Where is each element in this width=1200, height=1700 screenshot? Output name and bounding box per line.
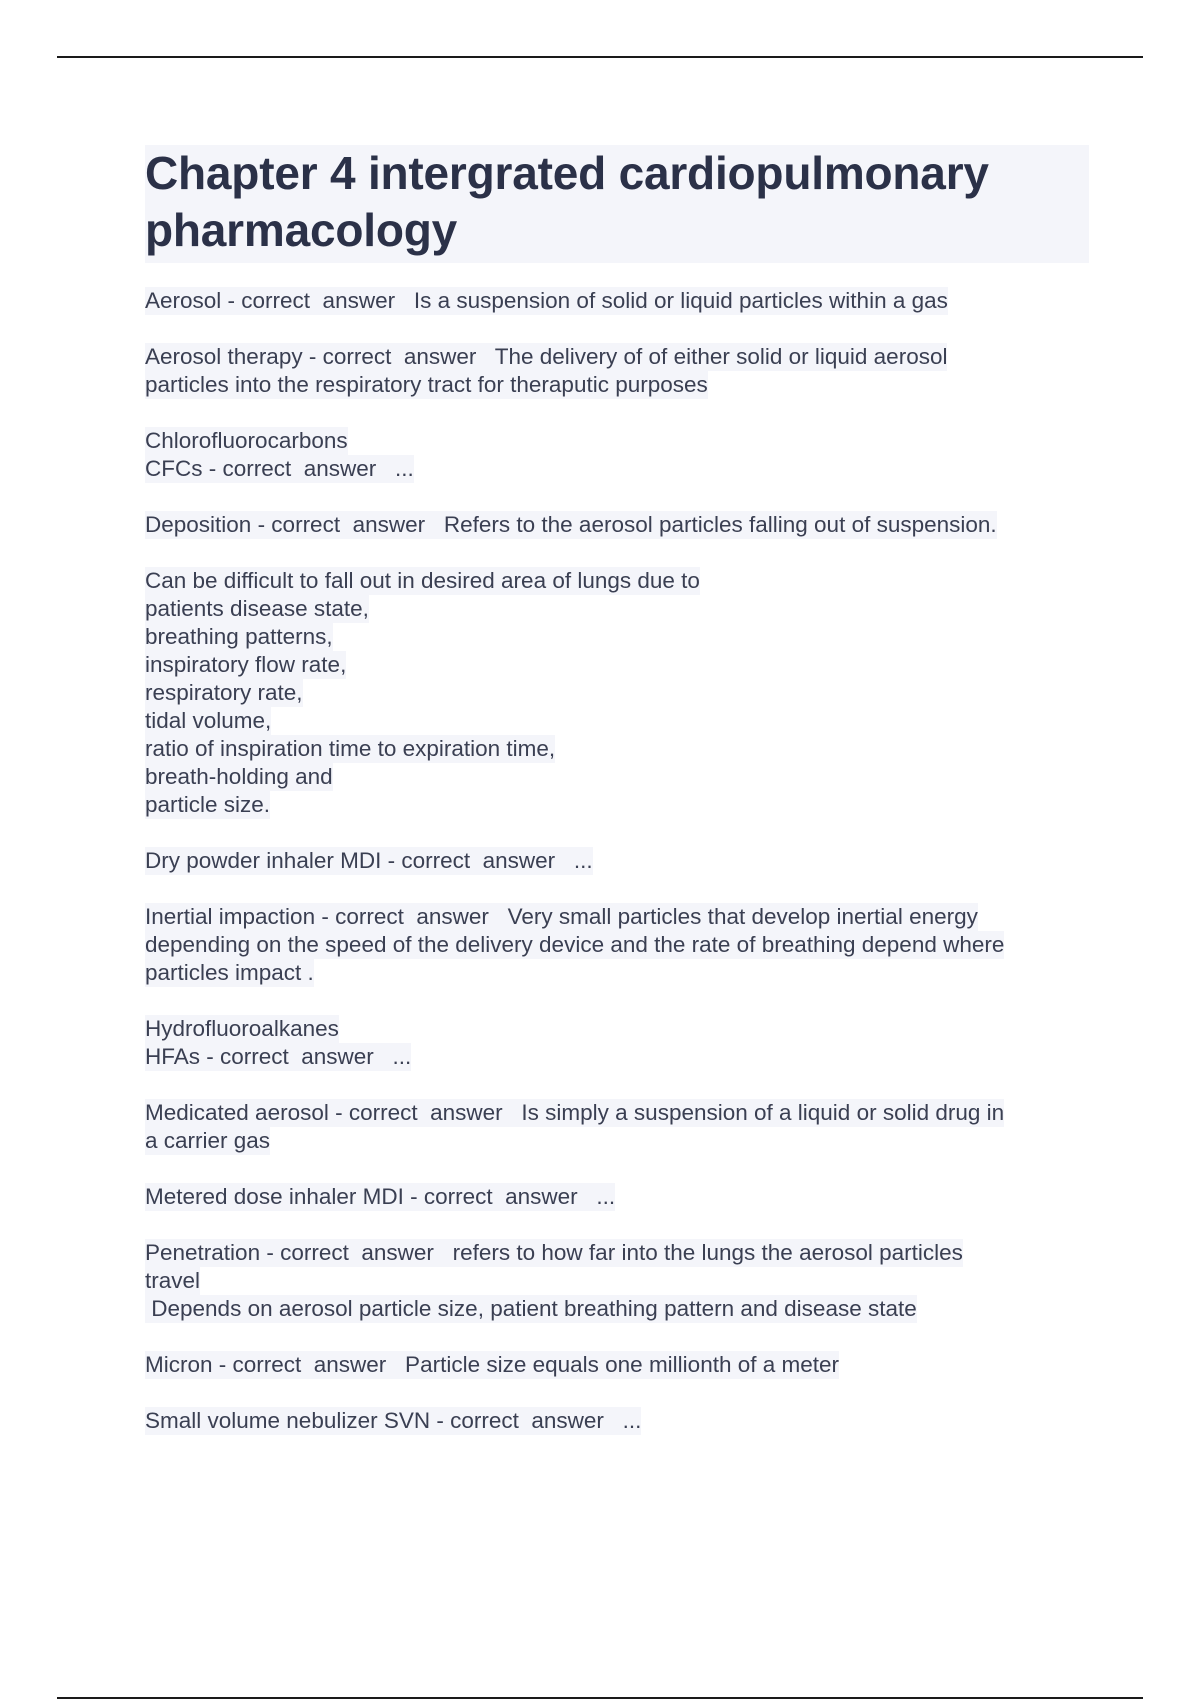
entry-line: Deposition - correct answer Refers to the aerosol particles falling out of suspension. <box>145 512 997 537</box>
bottom-rule <box>57 1697 1143 1699</box>
entry-line: Depends on aerosol particle size, patient breathing pattern and disease state <box>145 1296 917 1321</box>
entry-line: Inertial impaction - correct answer Very small particles that develop inertial energy <box>145 904 978 929</box>
entry-line: Micron - correct answer Particle size equals one millionth of a meter <box>145 1352 840 1377</box>
entry-line: patients disease state, <box>145 596 369 621</box>
list-item <box>145 1239 1089 1323</box>
entry-line: Metered dose inhaler MDI - correct answer ... <box>145 1184 616 1209</box>
list-item <box>145 567 1089 819</box>
entry-line: Hydrofluoroalkanes <box>145 1016 339 1041</box>
top-rule <box>57 56 1143 58</box>
list-item <box>145 1015 1089 1071</box>
list-item <box>145 1099 1089 1155</box>
entry-line: Can be difficult to fall out in desired area of lungs due to <box>145 568 700 593</box>
document-body <box>145 145 1089 1463</box>
list-item <box>145 1407 1089 1435</box>
title-line-2: pharmacology <box>145 204 458 256</box>
entry-line: inspiratory flow rate, <box>145 652 347 677</box>
entry-line: Chlorofluorocarbons <box>145 428 348 453</box>
entry-list <box>145 287 1089 1435</box>
entry-line: a carrier gas <box>145 1128 271 1153</box>
entry-line: CFCs - correct answer ... <box>145 456 414 481</box>
entry-line: particles impact . <box>145 960 314 985</box>
entry-line: ratio of inspiration time to expiration time, <box>145 736 556 761</box>
list-item <box>145 1351 1089 1379</box>
entry-line: tidal volume, <box>145 708 272 733</box>
entry-line: breathing patterns, <box>145 624 333 649</box>
list-item <box>145 287 1089 315</box>
entry-line: travel <box>145 1268 201 1293</box>
entry-line: HFAs - correct answer ... <box>145 1044 412 1069</box>
entry-line: particles into the respiratory tract for theraputic purposes <box>145 372 708 397</box>
title-block <box>145 145 1089 263</box>
entry-line: depending on the speed of the delivery device and the rate of breathing depend where <box>145 932 1005 957</box>
list-item <box>145 343 1089 399</box>
entry-line: Dry powder inhaler MDI - correct answer ... <box>145 848 593 873</box>
entry-line: particle size. <box>145 792 271 817</box>
title-line-1: Chapter 4 intergrated cardiopulmonary <box>145 147 989 199</box>
entry-line: Medicated aerosol - correct answer Is simply a suspension of a liquid or solid drug in <box>145 1100 1005 1125</box>
list-item <box>145 511 1089 539</box>
entry-line: breath-holding and <box>145 764 333 789</box>
entry-line: Aerosol therapy - correct answer The delivery of of either solid or liquid aerosol <box>145 344 948 369</box>
entry-line: Small volume nebulizer SVN - correct answer ... <box>145 1408 642 1433</box>
list-item <box>145 847 1089 875</box>
entry-line: Penetration - correct answer refers to how far into the lungs the aerosol particles <box>145 1240 963 1265</box>
entry-line: Aerosol - correct answer Is a suspension of solid or liquid particles within a gas <box>145 288 948 313</box>
list-item <box>145 427 1089 483</box>
entry-line: respiratory rate, <box>145 680 303 705</box>
page-title <box>145 145 1079 259</box>
list-item <box>145 1183 1089 1211</box>
list-item <box>145 903 1089 987</box>
